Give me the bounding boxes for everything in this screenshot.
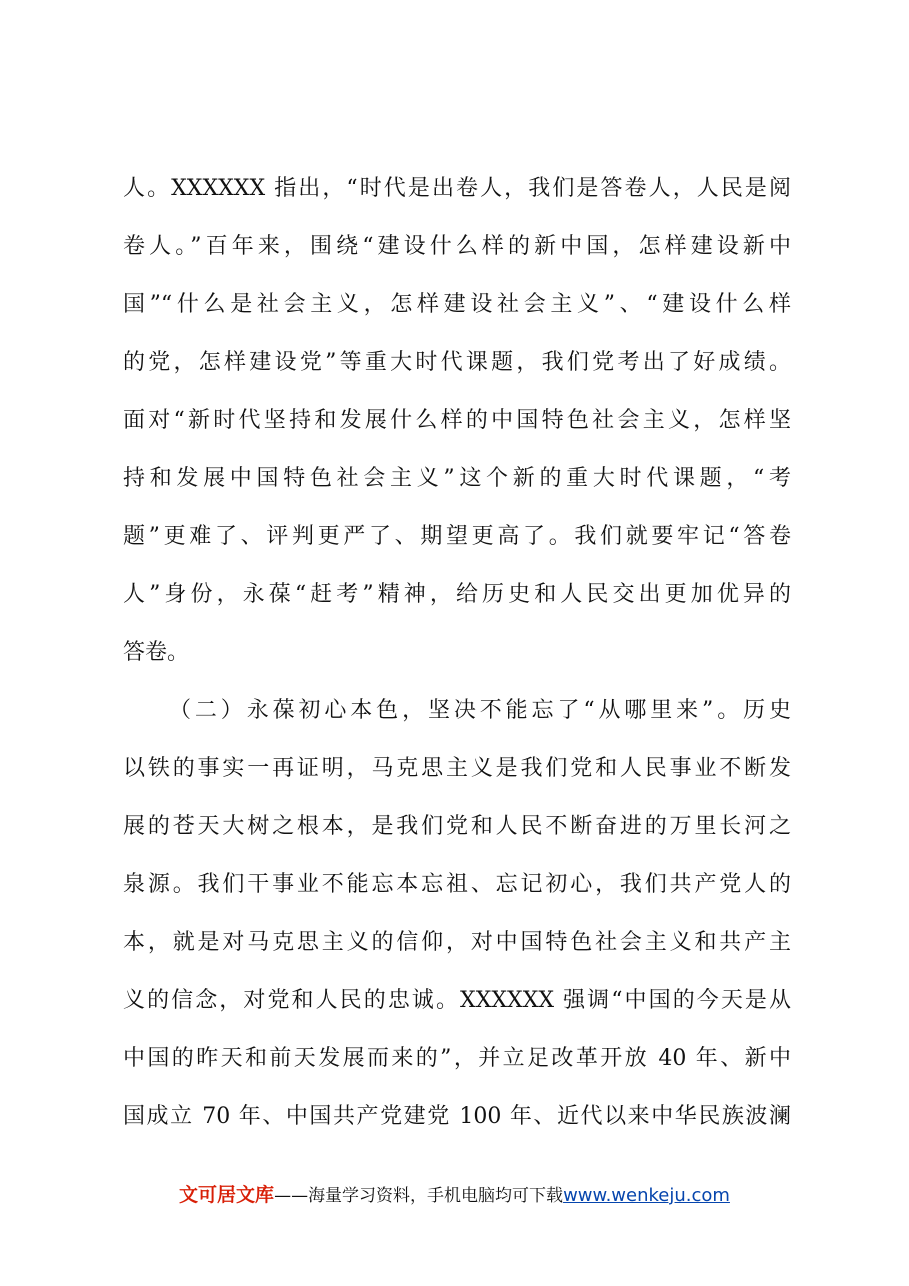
- footer-brand: 文可居文库: [179, 1184, 275, 1206]
- section-heading-line: （二）永葆初心本色，坚决不能忘了“从哪里来”。历史: [169, 698, 791, 723]
- text-line: 以铁的事实一再证明，马克思主义是我们党和人民事业不断发: [123, 756, 791, 781]
- text-line: 泉源。我们干事业不能忘本忘祖、忘记初心，我们共产党人的: [123, 872, 791, 897]
- text-line: 国”“什么是社会主义，怎样建设社会主义”、“建设什么样: [123, 292, 791, 317]
- text-line: 持和发展中国特色社会主义”这个新的重大时代课题，“考: [123, 466, 791, 491]
- text-line: 人”身份，永葆“赶考”精神，给历史和人民交出更加优异的: [123, 582, 791, 607]
- text-line: 国成立 70 年、中国共产党建党 100 年、近代以来中华民族波澜: [123, 1104, 791, 1129]
- text-line: 展的苍天大树之根本，是我们党和人民不断奋进的万里长河之: [123, 814, 791, 839]
- footer-banner: [0, 1180, 909, 1211]
- text-line: 的党，怎样建设党”等重大时代课题，我们党考出了好成绩。: [123, 350, 791, 375]
- text-line: 答卷。: [123, 640, 190, 665]
- text-line: 中国的昨天和前天发展而来的”，并立足改革开放 40 年、新中: [123, 1046, 791, 1071]
- text-line: 本，就是对马克思主义的信仰，对中国特色社会主义和共产主: [123, 930, 791, 955]
- text-line: 人。XXXXXX 指出，“时代是出卷人，我们是答卷人，人民是阅: [123, 176, 791, 201]
- text-line: 题”更难了、评判更严了、期望更高了。我们就要牢记“答卷: [123, 524, 791, 549]
- text-line: 面对“新时代坚持和发展什么样的中国特色社会主义，怎样坚: [123, 408, 791, 433]
- document-body: [123, 160, 791, 1146]
- footer-link[interactable]: www.wenkeju.com: [563, 1185, 730, 1206]
- text-line: 卷人。”百年来，围绕“建设什么样的新中国，怎样建设新中: [123, 234, 791, 259]
- footer-tagline: ——海量学习资料，手机电脑均可下载: [274, 1186, 564, 1206]
- text-line: 义的信念，对党和人民的忠诚。XXXXXX 强调“中国的今天是从: [123, 988, 791, 1013]
